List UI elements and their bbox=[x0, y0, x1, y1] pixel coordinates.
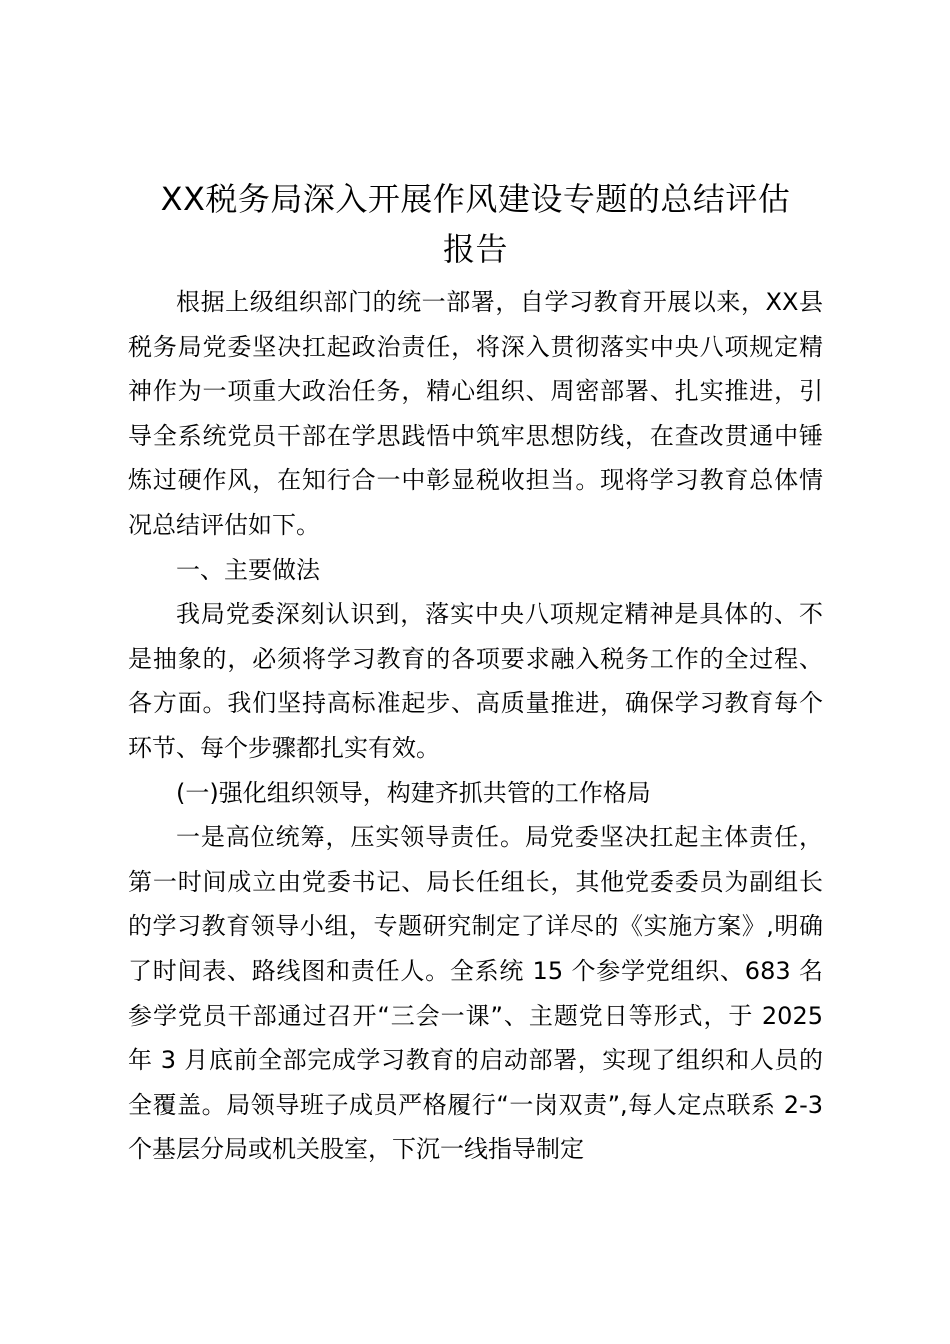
document-title bbox=[128, 174, 823, 274]
subsection-heading-organization: (一)强化组织领导，构建齐抓共管的工作格局 bbox=[176, 778, 651, 807]
title-line-2: 报告 bbox=[442, 230, 508, 268]
section-heading-main-practices: 一、主要做法 bbox=[176, 555, 320, 584]
paragraph-leadership: 一是高位统筹，压实领导责任。局党委坚决扛起主体责任，第一时间成立由党委书记、局长任组长，其他党委委员为副组长的学习教育领导小组，专题研究制定了详尽的《实施方案》,明确了时间表、路线图和责任人。全系统 15 个参学党组织、683 名参学党员干部通过召开“三会一课”、主题党日等形式，于 2025 年 3 月底前全部完成学习教育的启动部署，实现了组织和人员的全覆盖。局领导班子成员严格履行“一岗双责”,每人定点联系 2-3 个基层分局或机关股室，下沉一线指导制定 bbox=[128, 823, 823, 1164]
title-line-1: XX税务局深入开展作风建设专题的总结评估 bbox=[160, 180, 791, 218]
document-body bbox=[128, 280, 823, 1172]
document-page bbox=[128, 174, 823, 1172]
paragraph-main-practices: 我局党委深刻认识到，落实中央八项规定精神是具体的、不是抽象的，必须将学习教育的各项要求融入税务工作的全过程、各方面。我们坚持高标准起步、高质量推进，确保学习教育每个环节、每个步骤都扎实有效。 bbox=[128, 600, 823, 762]
paragraph-intro: 根据上级组织部门的统一部署，自学习教育开展以来，XX县税务局党委坚决扛起政治责任，将深入贯彻落实中央八项规定精神作为一项重大政治任务，精心组织、周密部署、扎实推进，引导全系统党员干部在学思践悟中筑牢思想防线，在查改贯通中锤炼过硬作风，在知行合一中彰显税收担当。现将学习教育总体情况总结评估如下。 bbox=[128, 288, 823, 539]
